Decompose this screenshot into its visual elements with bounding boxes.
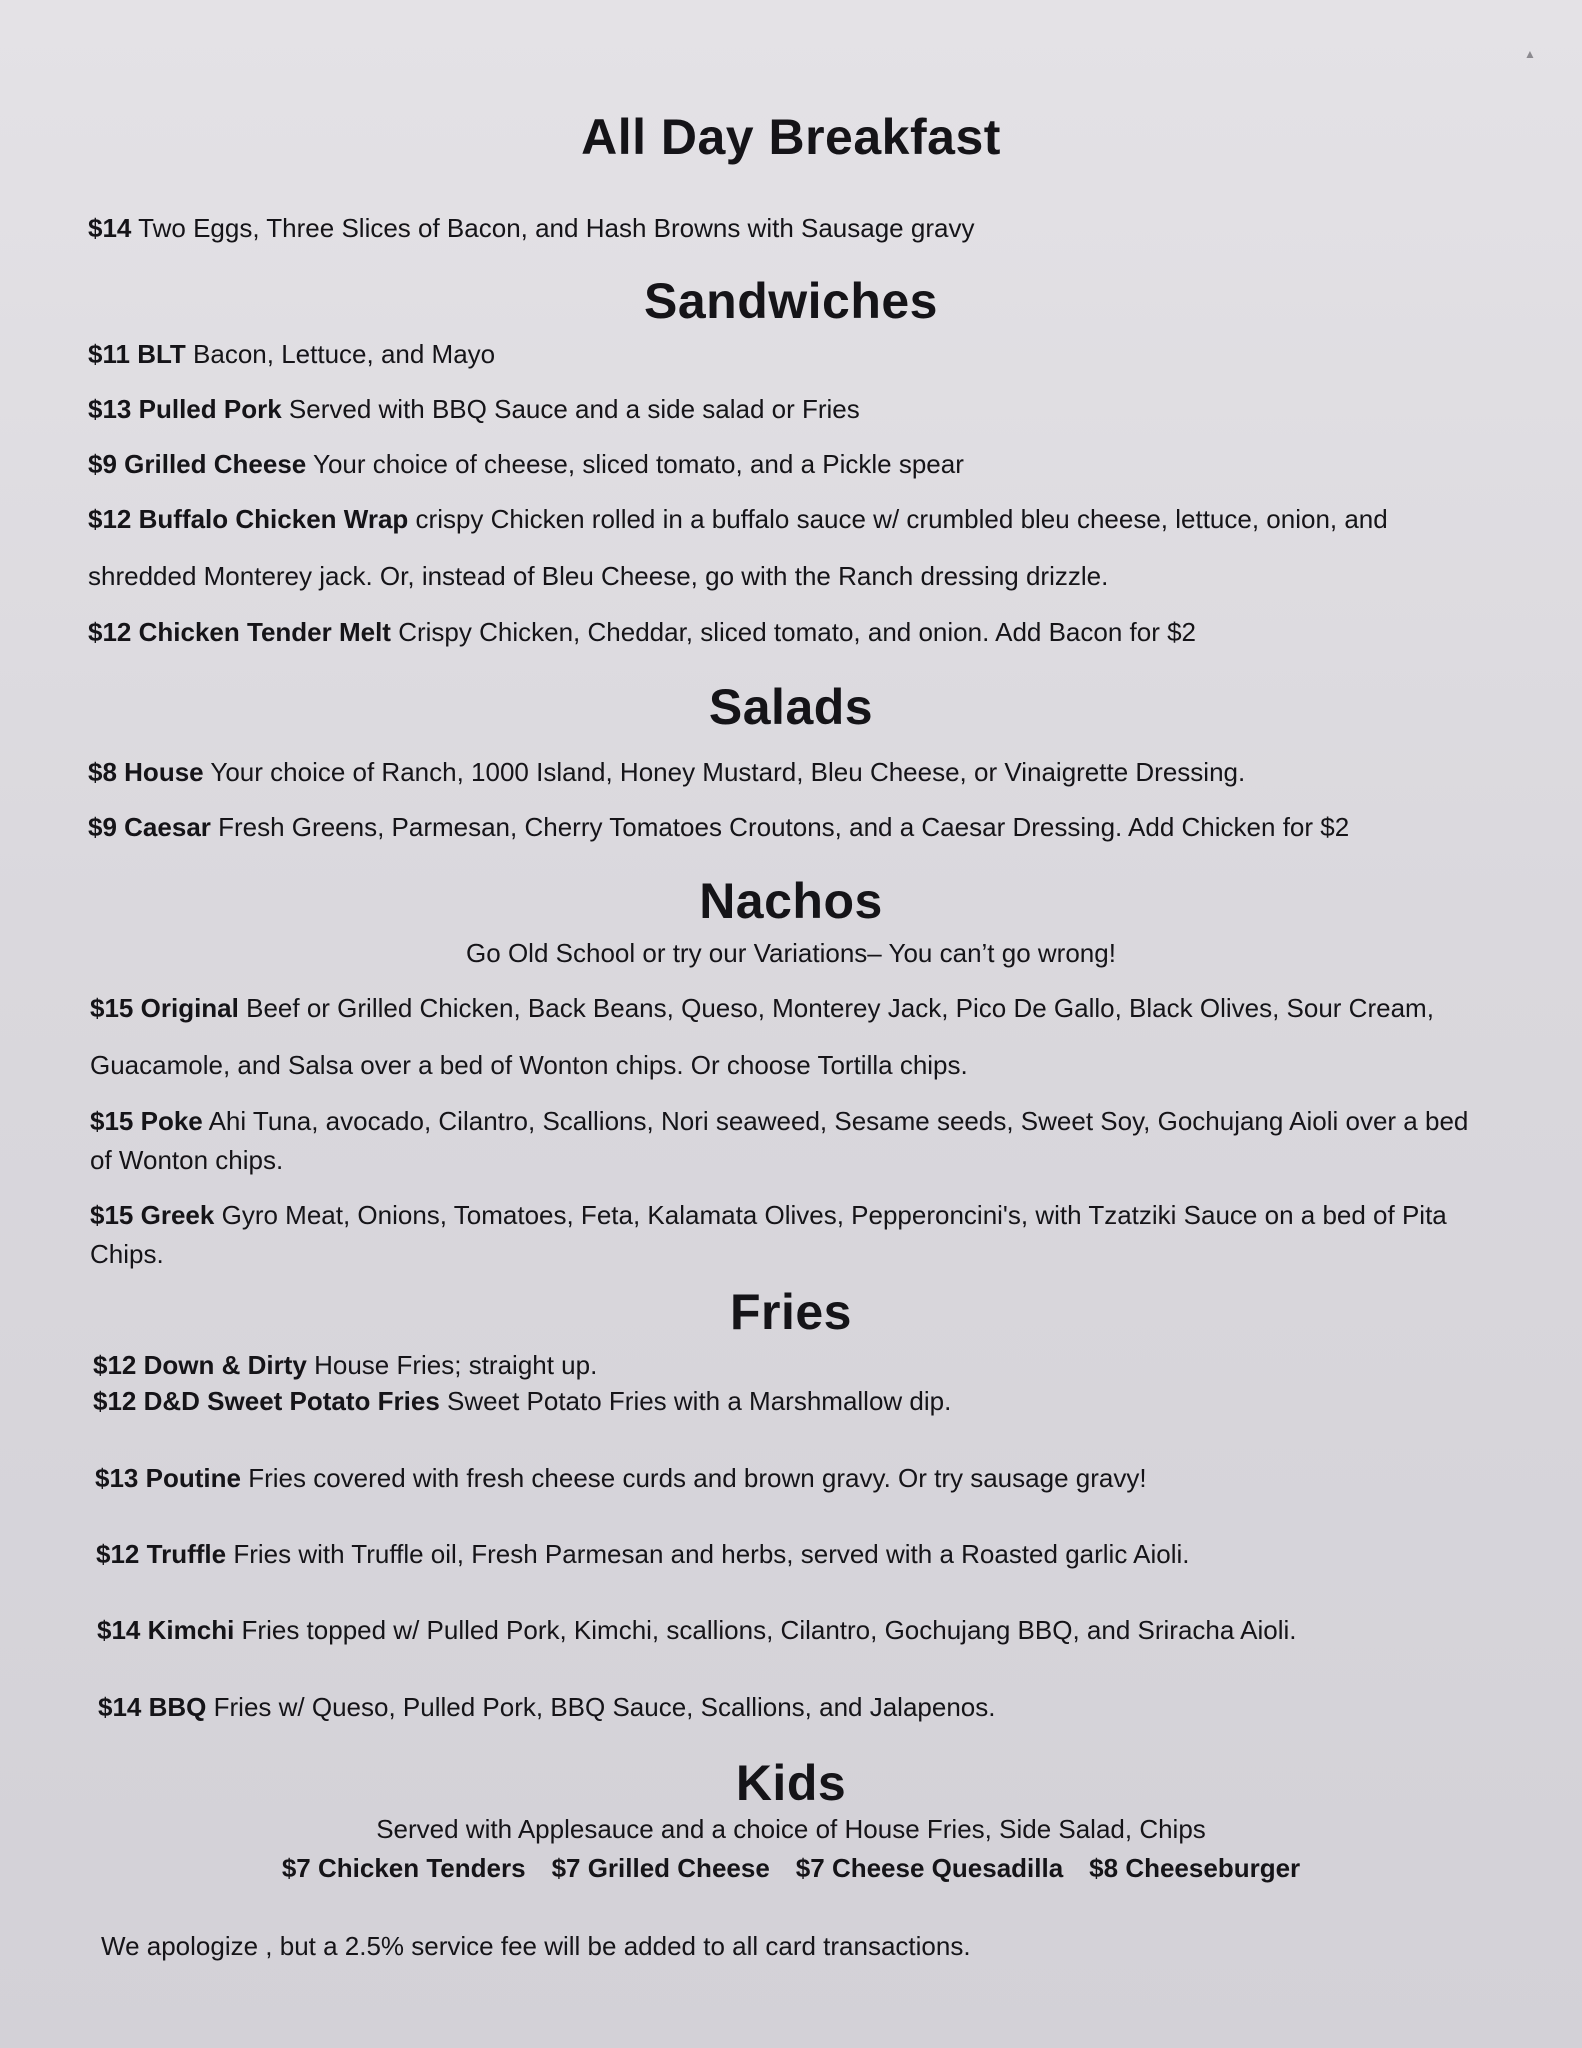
- item-description: Your choice of cheese, sliced tomato, and a Pickle spear: [313, 449, 964, 479]
- kids-item: $7 Cheese Quesadilla: [795, 1853, 1064, 1883]
- kids-item: $7 Grilled Cheese: [551, 1853, 770, 1883]
- item-name: Greek: [140, 1200, 215, 1230]
- kids-title: Kids: [735, 1755, 847, 1811]
- item-description: Fries topped w/ Pulled Pork, Kimchi, scallions, Cilantro, Gochujang BBQ, and Sriracha Aioli.: [241, 1615, 1297, 1645]
- item-description: crispy Chicken rolled in a buffalo sauce w/ crumbled bleu cheese, lettuce, onion, and shredded Monterey jack. Or, instead of Bleu Cheese, go with the Ranch dressing drizzle.: [88, 504, 1388, 591]
- service-fee-note: We apologize , but a 2.5% service fee will be added to all card transactions.: [101, 1931, 971, 1961]
- menu-item: [90, 980, 1480, 1094]
- item-description: House Fries; straight up.: [314, 1350, 598, 1380]
- item-name: Caesar: [124, 812, 211, 842]
- menu-item: [88, 604, 1478, 661]
- item-price: $15: [90, 993, 134, 1023]
- kids-items: [0, 1853, 1582, 1884]
- item-name: House: [124, 757, 204, 787]
- nachos-title: Nachos: [699, 873, 883, 929]
- menu-item: [88, 491, 1478, 605]
- menu-item: [88, 200, 1478, 257]
- kids-item: $8 Cheeseburger: [1089, 1853, 1301, 1883]
- item-price: $12: [88, 617, 132, 647]
- item-price: $15: [90, 1200, 134, 1230]
- item-price: $14: [98, 1692, 142, 1722]
- item-name: BBQ: [148, 1692, 207, 1722]
- item-description: Your choice of Ranch, 1000 Island, Honey Mustard, Bleu Cheese, or Vinaigrette Dressing.: [210, 757, 1246, 787]
- item-description: Beef or Grilled Chicken, Back Beans, Queso, Monterey Jack, Pico De Gallo, Black Olives, Sour Cream, Guacamole, and Salsa over a bed of Wonton chips. Or choose Tortilla chips.: [90, 993, 1434, 1080]
- menu-item: [95, 1459, 1485, 1498]
- nachos-subtitle: Go Old School or try our Variations– You can’t go wrong!: [466, 938, 1116, 968]
- item-name: Poutine: [145, 1463, 241, 1493]
- menu-item: [93, 1346, 1483, 1385]
- item-name: Kimchi: [147, 1615, 235, 1645]
- item-name: Truffle: [146, 1539, 227, 1569]
- menu-item: [96, 1535, 1486, 1574]
- menu-item: [98, 1688, 1488, 1727]
- menu-item: [90, 1102, 1480, 1180]
- item-name: Poke: [140, 1106, 203, 1136]
- menu-item: [88, 744, 1478, 801]
- item-description: Sweet Potato Fries with a Marshmallow dip.: [447, 1386, 952, 1416]
- item-name: Chicken Tender Melt: [138, 617, 391, 647]
- item-price: $12: [93, 1350, 137, 1380]
- item-name: Original: [140, 993, 239, 1023]
- item-description: Fries w/ Queso, Pulled Pork, BBQ Sauce, Scallions, and Jalapenos.: [213, 1692, 996, 1722]
- item-description: Fries with Truffle oil, Fresh Parmesan and herbs, served with a Roasted garlic Aioli.: [233, 1539, 1190, 1569]
- menu-item: [93, 1382, 1483, 1421]
- item-price: $12: [96, 1539, 140, 1569]
- item-name: Down & Dirty: [143, 1350, 307, 1380]
- breakfast-title: All Day Breakfast: [581, 109, 1001, 165]
- item-price: $13: [95, 1463, 139, 1493]
- item-price: $8: [88, 757, 117, 787]
- item-price: $12: [88, 504, 132, 534]
- item-description: Ahi Tuna, avocado, Cilantro, Scallions, Nori seaweed, Sesame seeds, Sweet Soy, Gochujang Aioli over a bed of Wonton chips.: [90, 1106, 1469, 1175]
- menu-item: [97, 1611, 1487, 1650]
- item-name: Grilled Cheese: [124, 449, 307, 479]
- item-name: Pulled Pork: [138, 394, 282, 424]
- item-description: Fresh Greens, Parmesan, Cherry Tomatoes Croutons, and a Caesar Dressing. Add Chicken for $2: [218, 812, 1350, 842]
- item-price: $13: [88, 394, 132, 424]
- item-price: $15: [90, 1106, 134, 1136]
- item-name: BLT: [137, 339, 186, 369]
- menu-item: [90, 1196, 1480, 1274]
- item-description: Fries covered with fresh cheese curds and brown gravy. Or try sausage gravy!: [248, 1463, 1147, 1493]
- item-name: Buffalo Chicken Wrap: [138, 504, 409, 534]
- item-name: D&D Sweet Potato Fries: [143, 1386, 440, 1416]
- item-description: Gyro Meat, Onions, Tomatoes, Feta, Kalamata Olives, Pepperoncini's, with Tzatziki Sauce on a bed of Pita Chips.: [90, 1200, 1447, 1269]
- menu-item: [88, 436, 1478, 493]
- item-description: Crispy Chicken, Cheddar, sliced tomato, and onion. Add Bacon for $2: [398, 617, 1197, 647]
- item-price: $14: [97, 1615, 141, 1645]
- item-price: $14: [88, 213, 132, 243]
- item-price: $9: [88, 449, 117, 479]
- menu-item: [88, 326, 1478, 383]
- item-price: $9: [88, 812, 117, 842]
- corner-mark: ▲: [1524, 47, 1536, 61]
- item-description: Bacon, Lettuce, and Mayo: [193, 339, 496, 369]
- menu-item: [88, 381, 1478, 438]
- salads-title: Salads: [708, 679, 874, 735]
- item-description: Served with BBQ Sauce and a side salad or Fries: [288, 394, 860, 424]
- item-price: $11: [88, 339, 130, 369]
- menu-item: [88, 799, 1478, 856]
- sandwiches-title: Sandwiches: [644, 273, 938, 329]
- kids-item: $7 Chicken Tenders: [281, 1853, 526, 1883]
- kids-subtitle: Served with Applesauce and a choice of House Fries, Side Salad, Chips: [376, 1814, 1206, 1844]
- fries-title: Fries: [729, 1284, 852, 1340]
- item-price: $12: [93, 1386, 137, 1416]
- item-description: Two Eggs, Three Slices of Bacon, and Hash Browns with Sausage gravy: [138, 213, 975, 243]
